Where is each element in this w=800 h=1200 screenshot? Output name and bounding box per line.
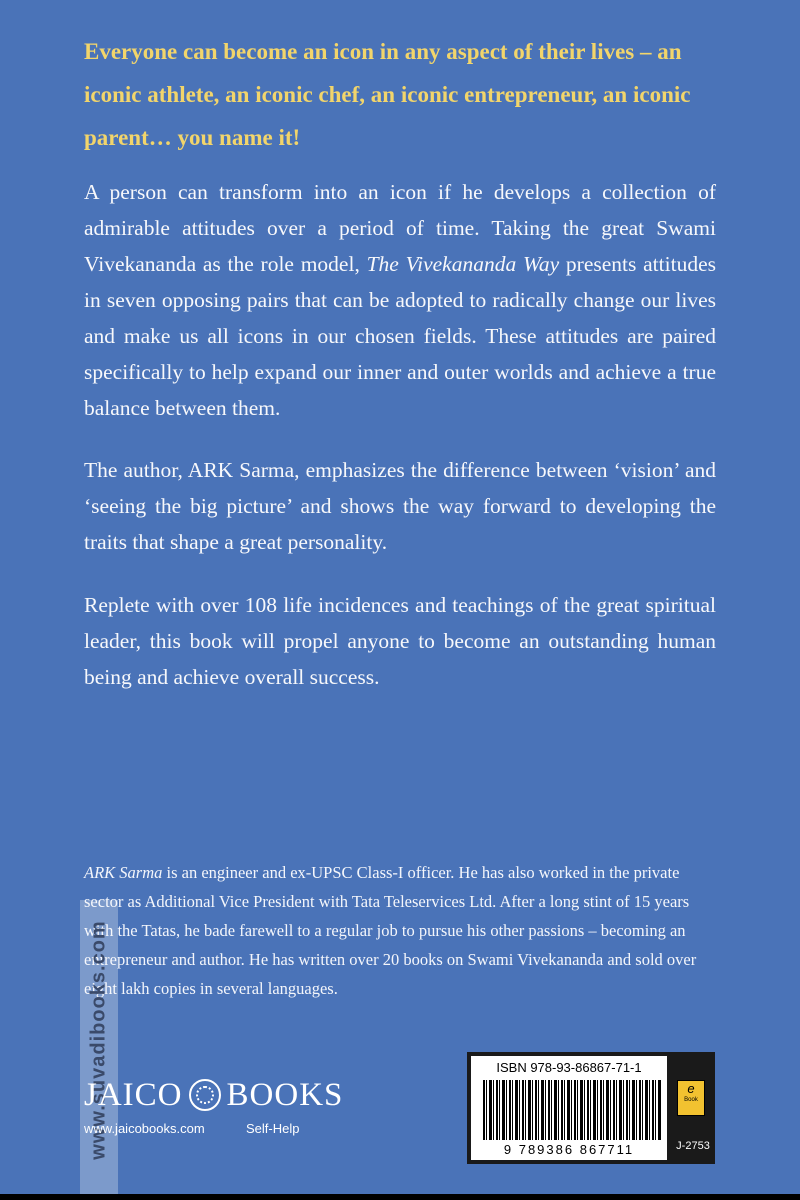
paragraph-text: presents attitudes in seven opposing pairs that can be adopted to radically change our lives and make us all icons in our chosen fields. These attitudes are paired specifically to help expand our inner and outer worlds and achieve a true balance between them.: [84, 252, 716, 420]
description-paragraph-3: Replete with over 108 life incidences and teachings of the great spiritual leader, this book will propel anyone to become an outstanding human being and achieve overall success.: [84, 593, 716, 689]
description-paragraph-2: The author, ARK Sarma, emphasizes the difference between ‘vision’ and ‘seeing the big picture’ and shows the way forward to developing the traits that shape a great personality.: [84, 458, 716, 554]
ebook-label: Book: [684, 1097, 698, 1103]
barcode-digits: 9 789386 867711: [503, 1142, 635, 1157]
watermark: www.suvadibooks.com: [87, 920, 110, 1160]
book-title: The Vivekananda Way: [366, 252, 560, 276]
logo-text-left: JAICO: [84, 1076, 183, 1113]
description-paragraph-1: [84, 174, 716, 426]
ebook-mark: e: [687, 1081, 695, 1096]
barcode-panel: [467, 1052, 715, 1164]
headline: Everyone can become an icon in any aspect of their lives – an iconic athlete, an iconic chef, an iconic entrepreneur, an iconic parent… you name it!: [84, 39, 691, 150]
logo-text-right: BOOKS: [226, 1076, 344, 1113]
publisher-url: www.jaicobooks.com: [84, 1121, 205, 1136]
publisher-block: [84, 1075, 414, 1145]
book-code: J-2753: [676, 1140, 710, 1152]
barcode-box: [471, 1056, 667, 1160]
ebook-badge-icon: [677, 1080, 705, 1116]
publisher-logo: [84, 1075, 343, 1115]
barcode-icon: [483, 1080, 661, 1140]
seal-icon: [189, 1079, 221, 1111]
isbn-text: ISBN 978-93-86867-71-1: [496, 1060, 642, 1075]
genre-label: Self-Help: [246, 1121, 300, 1136]
author-bio: [84, 858, 716, 1003]
author-bio-text: is an engineer and ex-UPSC Class-I officer. He has also worked in the private sector as Additional Vice President with Tata Teleservices Ltd. After a long stint of 15 years with the Tatas, he bade farewell to a regular job to pursue his other passions – becoming an entrepreneur and author. He has written over 20 books on Swami Vivekananda and sold over eight lakh copies in several languages.: [84, 863, 697, 998]
paragraph-text: A person can transform into an icon if he develops a collection of admirable attitudes over a period of time. Taking the great Swami Vivekananda as the role model,: [84, 180, 716, 276]
author-name: ARK Sarma: [84, 863, 163, 882]
